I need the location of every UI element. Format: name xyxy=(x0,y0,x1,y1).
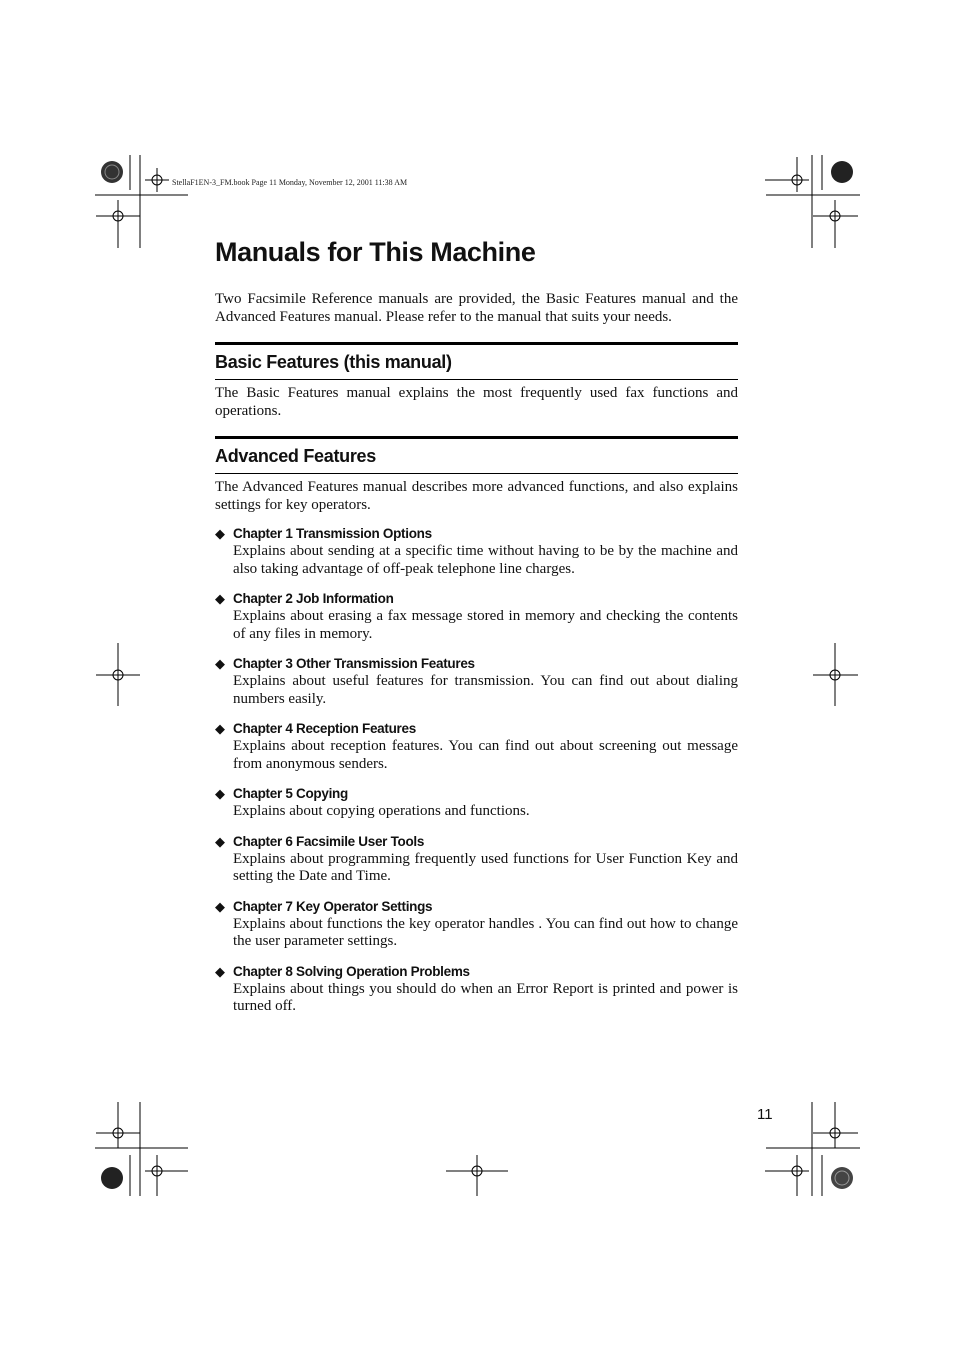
page-content xyxy=(215,232,738,1028)
chapter-item xyxy=(215,833,738,886)
chapter-title: Chapter 1 Transmission Options xyxy=(233,526,432,541)
chapter-item xyxy=(215,963,738,1016)
chapter-title: Chapter 7 Key Operator Settings xyxy=(233,898,433,914)
diamond-bullet-icon: ◆ xyxy=(215,833,225,849)
chapter-description: Explains about functions the key operator handles . You can find out how to change the user parameter settings. xyxy=(233,915,738,949)
chapter-description: Explains about sending at a specific time without having to be by the machine and also taking advantage of off-peak telephone line charges. xyxy=(233,543,738,577)
chapter-item xyxy=(215,785,738,821)
diamond-bullet-icon: ◆ xyxy=(215,591,225,606)
chapter-title: Chapter 3 Other Transmission Features xyxy=(233,656,475,671)
chapter-title: Chapter 2 Job Information xyxy=(233,591,394,606)
section-body: The Advanced Features manual describes more advanced functions, and also explains settings for key operators. xyxy=(215,479,738,513)
diamond-bullet-icon: ◆ xyxy=(215,656,225,671)
section-heading: Basic Features (this manual) xyxy=(215,342,738,380)
chapter-title: Chapter 6 Facsimile User Tools xyxy=(233,833,425,849)
chapter-title: Chapter 8 Solving Operation Problems xyxy=(233,963,470,979)
chapter-list xyxy=(215,525,738,1016)
intro-paragraph: Two Facsimile Reference manuals are provided, the Basic Features manual and the Advanced Features manual. Please refer to the manual that suits your needs. xyxy=(215,291,738,325)
chapter-title: Chapter 4 Reception Features xyxy=(233,721,416,736)
chapter-item xyxy=(215,655,738,708)
section-body: The Basic Features manual explains the most frequently used fax functions and operations. xyxy=(215,385,738,419)
section-heading: Advanced Features xyxy=(215,436,738,474)
page-title: Manuals for This Machine xyxy=(215,237,536,267)
chapter-description: Explains about things you should do when an Error Report is printed and power is turned off. xyxy=(233,980,738,1014)
chapter-description: Explains about useful features for transmission. You can find out about dialing numbers easily. xyxy=(233,673,738,707)
section-basic-features xyxy=(215,342,738,420)
print-header: StellaF1EN-3_FM.book Page 11 Monday, November 12, 2001 11:38 AM xyxy=(172,178,408,187)
chapter-item xyxy=(215,720,738,773)
chapter-item xyxy=(215,898,738,951)
chapter-description: Explains about programming frequently used functions for User Function Key and setting the Date and Time. xyxy=(233,850,738,884)
chapter-item xyxy=(215,525,738,578)
section-advanced-features xyxy=(215,436,738,1016)
chapter-item xyxy=(215,590,738,643)
page-number: 11 xyxy=(757,1106,773,1123)
chapter-title: Chapter 5 Copying xyxy=(233,786,348,801)
diamond-bullet-icon: ◆ xyxy=(215,786,225,801)
chapter-description: Explains about erasing a fax message stored in memory and checking the contents of any files in memory. xyxy=(233,608,738,642)
chapter-description: Explains about reception features. You can find out about screening out message from anonymous senders. xyxy=(233,738,738,772)
chapter-description: Explains about copying operations and functions. xyxy=(233,803,530,819)
diamond-bullet-icon: ◆ xyxy=(215,963,225,979)
diamond-bullet-icon: ◆ xyxy=(215,898,225,914)
diamond-bullet-icon: ◆ xyxy=(215,526,225,541)
diamond-bullet-icon: ◆ xyxy=(215,721,225,736)
